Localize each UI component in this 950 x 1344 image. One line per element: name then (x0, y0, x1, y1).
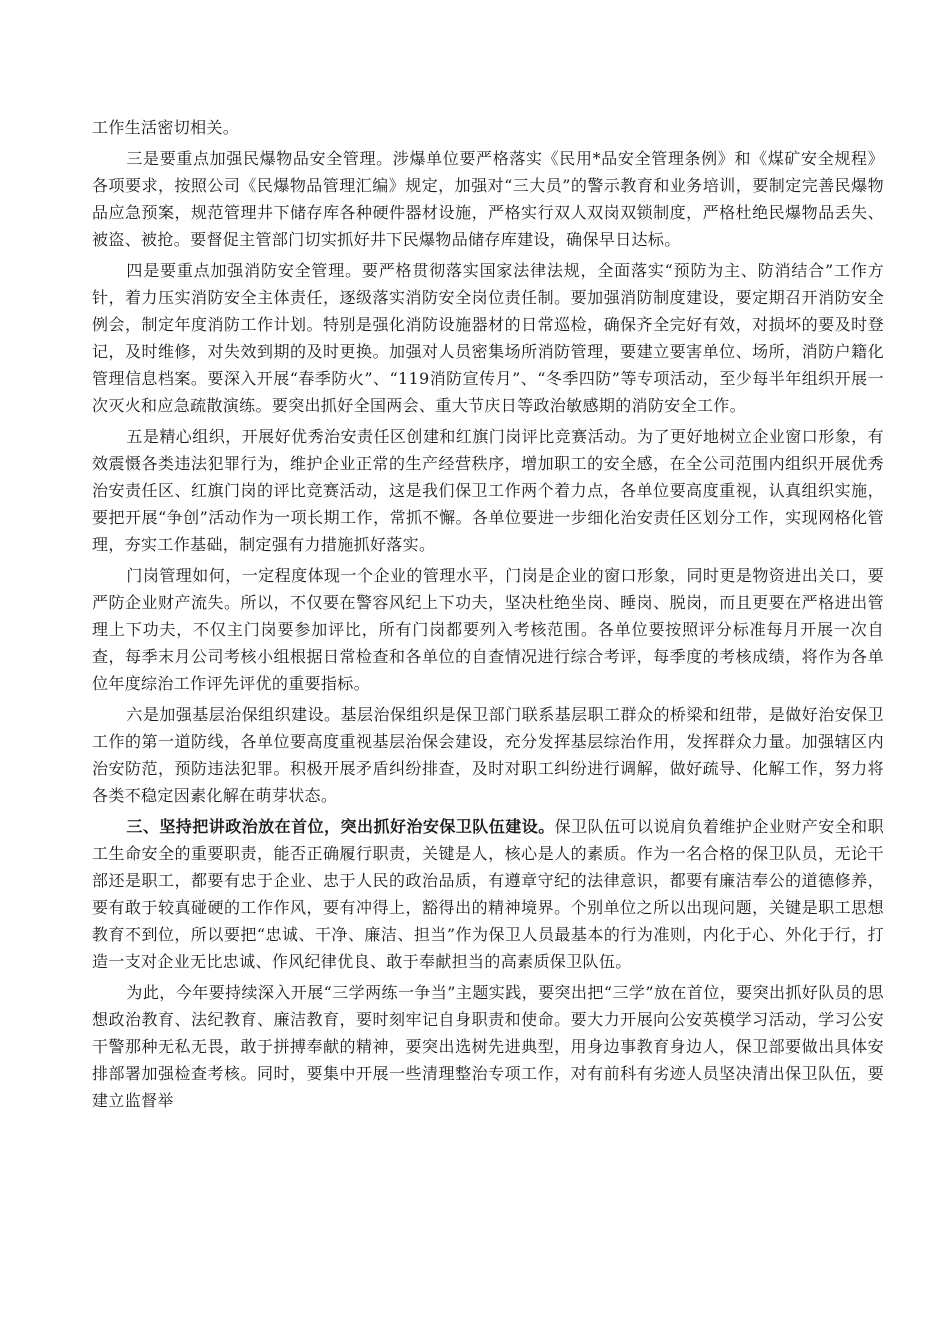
paragraph-gate-management (92, 562, 884, 697)
paragraph-text: 五是精心组织，开展好优秀治安责任区创建和红旗门岗评比竞赛活动。为了更好地树立企业窗口形象，有效震慑各类违法犯罪行为，维护企业正常的生产经营秩序，增加职工的安全感，在全公司范围内组织开展优秀治安责任区、红旗门岗的评比竞赛活动，这是我们保卫工作两个着力点，各单位要高度重视，认真组织实施，要把开展“争创”活动作为一项长期工作，常抓不懈。各单位要进一步细化治安责任区划分工作，实现网格化管理，夯实工作基础，制定强有力措施抓好落实。 (92, 427, 884, 554)
paragraph-text: 门岗管理如何，一定程度体现一个企业的管理水平，门岗是企业的窗口形象，同时更是物资进出关口，要严防企业财产流失。所以，不仅要在警容风纪上下功夫，坚决杜绝坐岗、睡岗、脱岗，而且更要在严格进出管理上下功夫，不仅主门岗要参加评比，所有门岗都要列入考核范围。各单位要按照评分标准每月开展一次自查，每季末月公司考核小组根据日常检查和各单位的自查情况进行综合考评，每季度的考核成绩，将作为各单位年度综治工作评先评优的重要指标。 (92, 566, 884, 693)
paragraph-text: 为此，今年要持续深入开展“三学两练一争当”主题实践，要突出把“三学”放在首位，要突出抓好队员的思想政治教育、法纪教育、廉洁教育，要时刻牢记自身职责和使命。要大力开展向公安英模学习活动，学习公安干警那种无私无畏，敢于拼搏奉献的精神，要突出选树先进典型，用身边事教育身边人，保卫部要做出具体安排部署加强检查考核。同时，要集中开展一些清理整治专项工作，对有前科有劣迹人员坚决清出保卫队伍，要建立监督举 (92, 983, 884, 1110)
paragraph-text: 六是加强基层治保组织建设。基层治保组织是保卫部门联系基层职工群众的桥梁和纽带，是做好治安保卫工作的第一道防线，各单位要高度重视基层治保会建设，充分发挥基层综治作用，发挥群众力量。加强辖区内治安防范，预防违法犯罪。积极开展矛盾纠纷排查，及时对职工纠纷进行调解，做好疏导、化解工作，努力将各类不稳定因素化解在萌芽状态。 (92, 705, 884, 805)
paragraph-three-learnings (92, 979, 884, 1114)
document-page (92, 114, 884, 1118)
paragraph-text: 工作生活密切相关。 (92, 118, 240, 137)
paragraph-grassroots-organization (92, 701, 884, 809)
paragraph-section-three (92, 813, 884, 975)
paragraph-text: 保卫队伍可以说肩负着维护企业财产安全和职工生命安全的重要职责，能否正确履行职责，关键是人，核心是人的素质。作为一名合格的保卫队员，无论干部还是职工，都要有忠于企业、忠于人民的政治品质，有遵章守纪的法律意识，都要有廉洁奉公的道德修养，要有敢于较真碰硬的工作作风，要有冲得上，豁得出的精神境界。个别单位之所以出现问题，关键是职工思想教育不到位，所以要把“忠诚、干净、廉洁、担当”作为保卫人员最基本的行为准则，内化于心、外化于行，打造一支对企业无比忠诚、作风纪律优良、敢于奉献担当的高素质保卫队伍。 (92, 817, 884, 971)
paragraph-text: 三是要重点加强民爆物品安全管理。涉爆单位要严格落实《民用*品安全管理条例》和《煤矿安全规程》各项要求，按照公司《民爆物品管理汇编》规定，加强对“三大员”的警示教育和业务培训，要制定完善民爆物品应急预案，规范管理井下储存库各种硬件器材设施，严格实行双人双岗双锁制度，严格杜绝民爆物品丢失、被盗、被抢。要督促主管部门切实抓好井下民爆物品储存库建设，确保早日达标。 (92, 149, 884, 249)
section-heading: 三、坚持把讲政治放在首位，突出抓好治安保卫队伍建设。 (126, 817, 555, 836)
paragraph-security-zone-competition (92, 423, 884, 558)
paragraph-fire-safety (92, 257, 884, 419)
paragraph-continuation (92, 114, 884, 141)
paragraph-text: 四是要重点加强消防安全管理。要严格贯彻落实国家法律法规，全面落实“预防为主、防消结合”工作方针，着力压实消防安全主体责任，逐级落实消防安全岗位责任制。要加强消防制度建设，要定期召开消防安全例会，制定年度消防工作计划。特别是强化消防设施器材的日常巡检，确保齐全完好有效，对损坏的要及时登记，及时维修，对失效到期的及时更换。加强对人员密集场所消防管理，要建立要害单位、场所，消防户籍化管理信息档案。要深入开展“春季防火”、“119消防宣传月”、“冬季四防”等专项活动，至少每半年组织开展一次灭火和应急疏散演练。要突出抓好全国两会、重大节庆日等政治敏感期的消防安全工作。 (92, 261, 884, 415)
paragraph-explosives-management (92, 145, 884, 253)
